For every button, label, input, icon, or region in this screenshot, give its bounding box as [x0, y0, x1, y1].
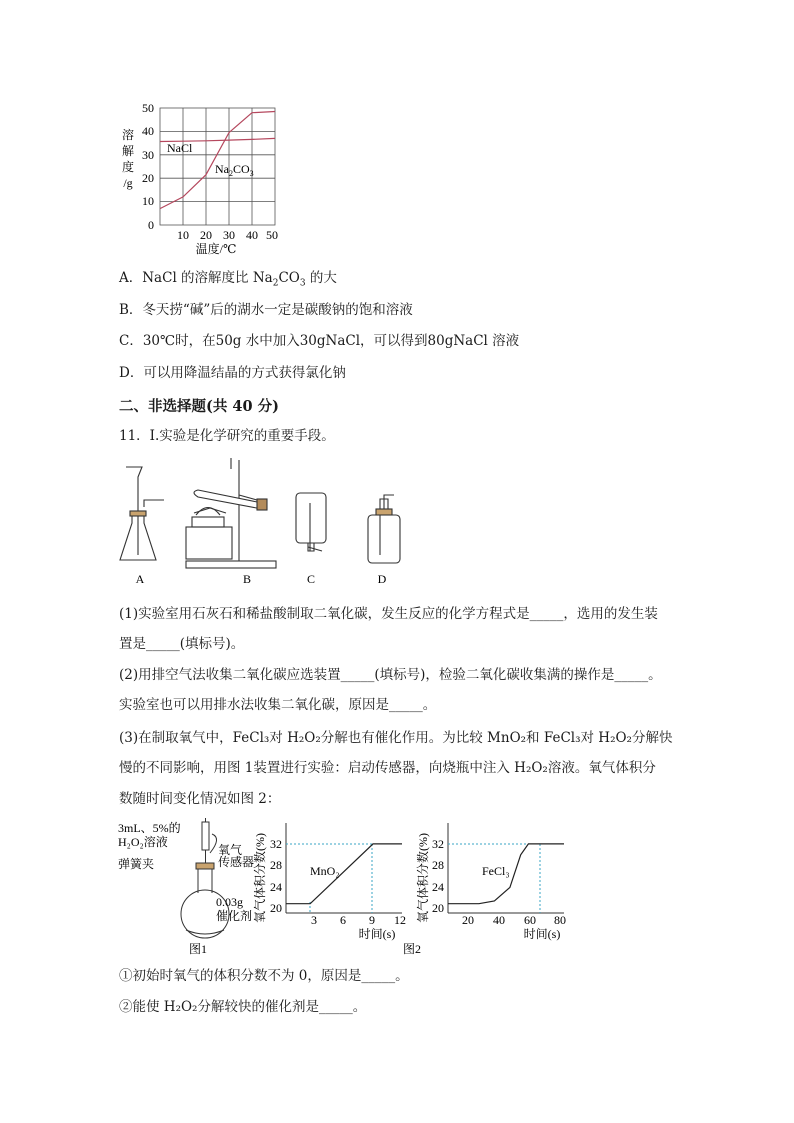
y-tick-label: 30 — [142, 148, 154, 162]
y-axis-label: 氧气体积分数(%) — [416, 833, 430, 923]
mno2-graph — [252, 823, 406, 941]
fig1-sensor-label-2: 传感器 — [218, 855, 255, 869]
y-tick-label: 20 — [270, 901, 282, 915]
y-tick-label: 32 — [432, 837, 444, 851]
y-tick-label: 24 — [432, 880, 444, 894]
apparatus-label-b: B — [242, 572, 252, 586]
q11-part2-line2: 实验室也可以用排水法收集二氧化碳，原因是_____。 — [119, 697, 437, 713]
x-tick-label: 60 — [524, 913, 536, 927]
section-title: 二、非选择题(共 40 分) — [119, 398, 279, 415]
na2co3-label: $Na_2CO_3$ — [215, 162, 254, 178]
y-tick-label: 50 — [142, 101, 154, 115]
figure-1-svg — [112, 818, 262, 958]
x-tick-label: 20 — [200, 228, 212, 242]
x-tick-label: 9 — [369, 913, 375, 927]
figure-2-svg — [252, 818, 572, 958]
fig1-clamp-label: 弹簧夹 — [118, 857, 155, 871]
q11-sub1: ①初始时氧气的体积分数不为 0，原因是_____。 — [119, 968, 409, 984]
y-tick-label: 10 — [142, 194, 154, 208]
fig1-catalyst-label-2: 催化剂 — [216, 909, 253, 923]
x-axis-label: 温度/℃ — [195, 242, 237, 256]
q11-part1-line2: 置是_____(填标号)。 — [119, 636, 245, 652]
option-b: B．冬天捞“碱”后的湖水一定是碳酸钠的饱和溶液 — [119, 302, 413, 318]
figure-2 — [252, 818, 572, 958]
na2co3-curve — [160, 112, 275, 209]
apparatus-label-d: D — [377, 572, 387, 586]
option-d: D．可以用降温结晶的方式获得氯化钠 — [119, 365, 346, 381]
mno2-curve — [286, 844, 402, 904]
x-tick-label: 3 — [311, 913, 317, 927]
fig1-solution-label: 3mL、5%的 — [118, 821, 181, 835]
x-tick-label: 6 — [340, 913, 346, 927]
x-axis-label: 时间(s) — [358, 927, 396, 941]
apparatus-label-c: C — [306, 572, 316, 586]
mno2-label: MnO₂ — [310, 864, 340, 878]
y-tick-label: 40 — [142, 124, 154, 138]
fig1-catalyst-label: 0.03g — [216, 895, 243, 909]
apparatus-d — [368, 495, 400, 563]
q11-part3-line1: (3)在制取氧气中，FeCl₃对 H₂O₂分解也有催化作用。为比较 MnO₂和 FeCl₃对 H₂O₂分解快 — [119, 730, 673, 746]
q11-part2-line1: (2)用排空气法收集二氧化碳应选装置_____(填标号)，检验二氧化碳收集满的操作是_____。 — [119, 667, 662, 683]
nacl-label: NaCl — [167, 141, 193, 155]
y-tick-label: 20 — [142, 171, 154, 185]
x-tick-label: 40 — [246, 228, 258, 242]
x-tick-label: 50 — [266, 228, 278, 242]
x-tick-label: 20 — [462, 913, 474, 927]
apparatus-b — [186, 458, 276, 568]
q11-intro: 11．I.实验是化学研究的重要手段。 — [119, 428, 335, 444]
fecl3-graph — [415, 823, 566, 941]
y-tick-label: 0 — [148, 218, 154, 232]
fig1-sensor-label: 氧气 — [218, 843, 243, 857]
y-axis-label-char: 溶 — [121, 128, 135, 142]
solubility-chart — [112, 98, 292, 258]
x-tick-label: 10 — [177, 228, 189, 242]
x-tick-label: 30 — [223, 228, 235, 242]
option-c: C．30℃时，在50g 水中加入30gNaCl，可以得到80gNaCl 溶液 — [119, 333, 520, 349]
x-tick-label: 40 — [493, 913, 505, 927]
figure-1-caption: 图1 — [188, 942, 208, 956]
apparatus-c — [296, 493, 326, 551]
fig1-solution-label-2: H₂O₂溶液 — [118, 835, 168, 849]
x-tick-label: 12 — [394, 913, 406, 927]
fecl3-label: FeCl₃ — [482, 864, 510, 878]
y-tick-label: 20 — [432, 901, 444, 915]
figure-2-caption: 图2 — [402, 942, 422, 956]
apparatus-label-a: A — [135, 572, 145, 586]
y-tick-label: 32 — [270, 837, 282, 851]
y-tick-label: 24 — [270, 880, 282, 894]
y-axis-label-char: /g — [123, 176, 133, 190]
y-axis-label-char: 解 — [121, 144, 135, 158]
y-tick-label: 28 — [432, 858, 444, 872]
q11-part3-line3: 数随时间变化情况如图 2： — [119, 791, 281, 807]
solubility-chart-svg — [112, 98, 292, 258]
apparatus-figure — [112, 455, 412, 590]
y-axis-label-char: 度 — [121, 160, 135, 174]
q11-part1-line1: (1)实验室用石灰石和稀盐酸制取二氧化碳，发生反应的化学方程式是_____，选用的发生装 — [119, 606, 658, 622]
option-a: A．NaCl 的溶解度比 $Na_2CO_3$ 的大 — [119, 270, 337, 289]
x-axis-label: 时间(s) — [523, 927, 561, 941]
y-tick-label: 28 — [270, 858, 282, 872]
q11-sub2: ②能使 H₂O₂分解较快的催化剂是_____。 — [119, 999, 367, 1015]
y-axis-label: 氧气体积分数(%) — [253, 833, 267, 923]
figure-1 — [112, 818, 262, 958]
apparatus-svg — [112, 455, 412, 590]
q11-part3-line2: 慢的不同影响，用图 1装置进行实验：启动传感器，向烧瓶中注入 H₂O₂溶液。氧气体积分 — [119, 760, 656, 776]
x-tick-label: 80 — [554, 913, 566, 927]
apparatus-a — [120, 467, 164, 560]
